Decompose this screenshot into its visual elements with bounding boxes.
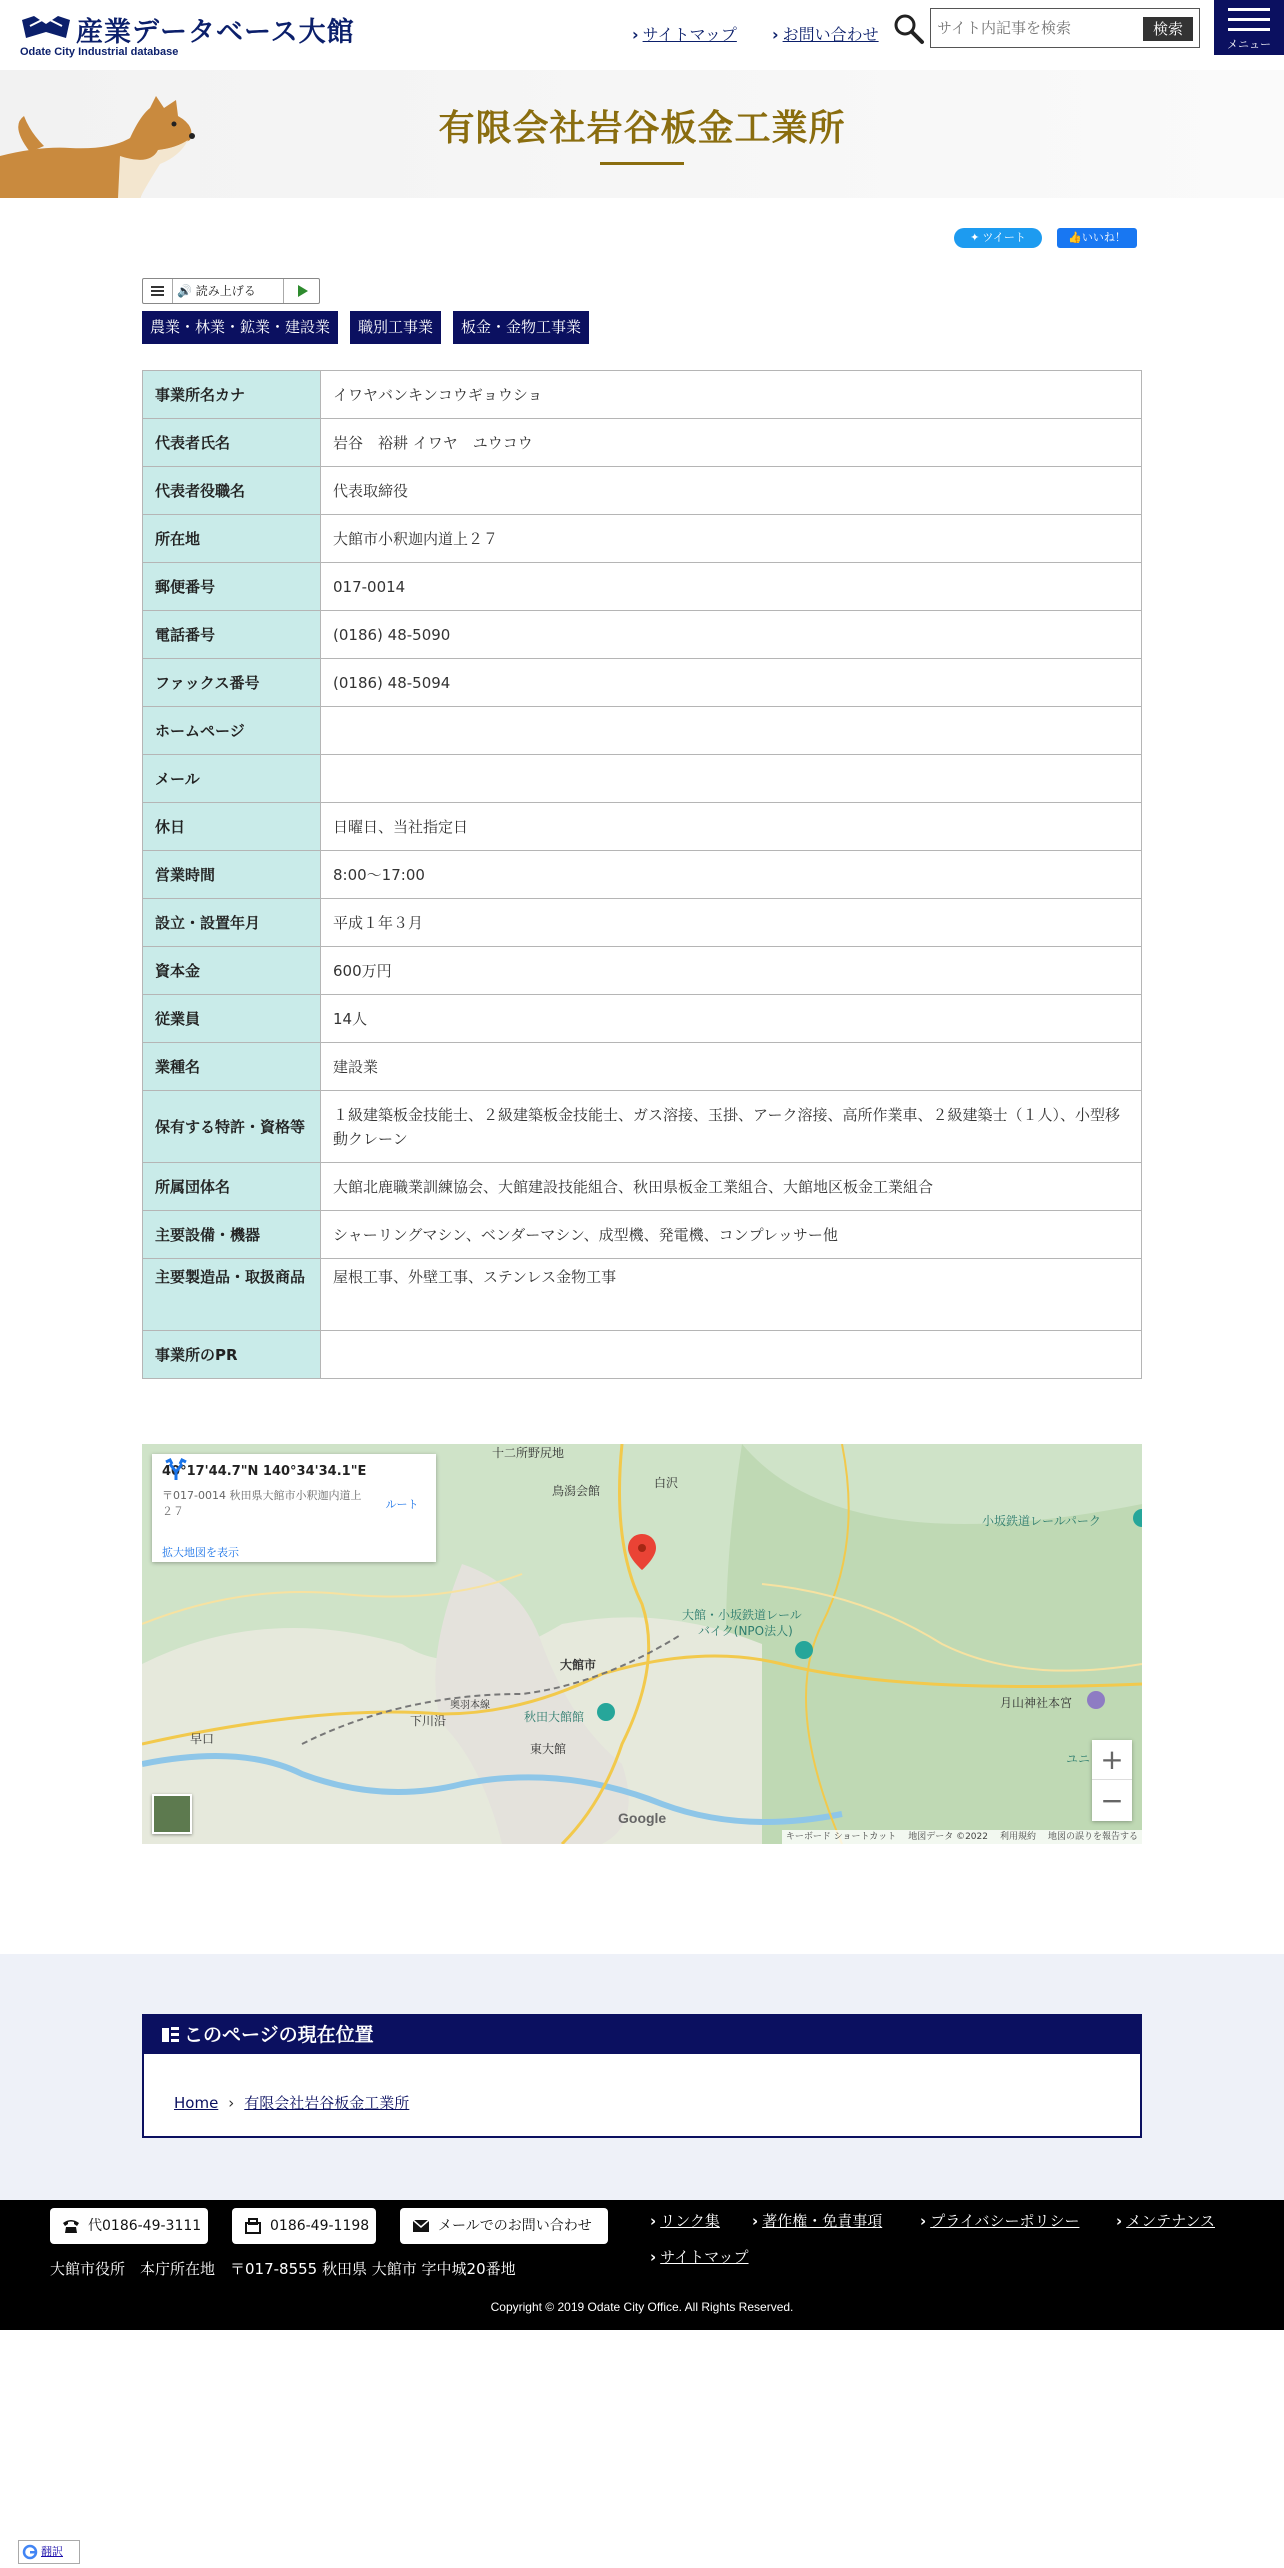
zoom-in-button[interactable]: + bbox=[1092, 1740, 1132, 1780]
breadcrumb-current-link[interactable]: 有限会社岩谷板金工業所 bbox=[244, 2094, 410, 2112]
google-g-icon bbox=[22, 2544, 38, 2560]
site-footer bbox=[0, 2200, 1284, 2330]
company-info-table bbox=[142, 370, 1142, 1379]
enlarge-map-link[interactable]: 拡大地図を表示 bbox=[162, 1546, 239, 1559]
map-label: 東大館 bbox=[530, 1742, 567, 1756]
zoom-controls bbox=[1092, 1740, 1132, 1821]
map-label: 十二所野尻地 bbox=[492, 1446, 565, 1460]
info-label: 設立・設置年月 bbox=[143, 899, 321, 947]
page-title: 有限会社岩谷板金工業所 bbox=[438, 108, 846, 149]
map-label: 月山神社本宮 bbox=[1000, 1696, 1073, 1710]
info-value bbox=[321, 1331, 1142, 1379]
location-tree-icon bbox=[162, 2026, 180, 2044]
speaker-icon: 🔊 bbox=[177, 284, 196, 298]
info-label: 郵便番号 bbox=[143, 563, 321, 611]
logo-emblem-icon bbox=[20, 12, 72, 42]
site-header bbox=[0, 0, 1284, 70]
map-label: 大館・小坂鉄道レール bbox=[682, 1608, 802, 1622]
mail-icon bbox=[412, 2218, 430, 2234]
info-row bbox=[143, 371, 1142, 419]
info-row bbox=[143, 947, 1142, 995]
info-label: 事業所のPR bbox=[143, 1331, 321, 1379]
info-value: イワヤバンキンコウギョウショ bbox=[321, 371, 1142, 419]
title-underline bbox=[600, 162, 684, 165]
terms-link[interactable]: 利用規約 bbox=[999, 1832, 1036, 1842]
directions-icon[interactable] bbox=[152, 1454, 200, 1498]
fax-icon bbox=[244, 2218, 262, 2234]
info-value: (0186) 48-5094 bbox=[321, 659, 1142, 707]
footer-link-links[interactable]: › リンク集 bbox=[650, 2210, 720, 2231]
info-value: 017-0014 bbox=[321, 563, 1142, 611]
twitter-icon: ✦ bbox=[970, 232, 983, 244]
breadcrumb-section bbox=[0, 1954, 1284, 2200]
map-coordinates: 40°17'44.7"N 140°34'34.1"E bbox=[162, 1464, 367, 1479]
footer-link-maintenance[interactable]: › メンテナンス bbox=[1116, 2210, 1215, 2231]
search-input[interactable] bbox=[937, 15, 1127, 41]
title-banner bbox=[0, 70, 1284, 198]
footer-mail-button[interactable] bbox=[400, 2208, 608, 2244]
info-label: 休日 bbox=[143, 803, 321, 851]
info-row bbox=[143, 1211, 1142, 1259]
search-icon[interactable] bbox=[892, 12, 926, 46]
report-error-link[interactable]: 地図の誤りを報告する bbox=[1047, 1832, 1138, 1842]
map-address: 〒017-0014 秋田県大館市小釈迦内道上２７ bbox=[162, 1489, 362, 1518]
map-label: 大館市 bbox=[560, 1658, 597, 1672]
reader-menu-icon bbox=[151, 286, 164, 288]
footer-link-privacy[interactable]: › プライバシーポリシー bbox=[920, 2210, 1079, 2231]
tag-sheet-metal[interactable]: 板金・金物工事業 bbox=[453, 311, 589, 344]
info-label: 代表者氏名 bbox=[143, 419, 321, 467]
satellite-toggle[interactable] bbox=[152, 1794, 192, 1834]
logo-subtitle: Odate City Industrial database bbox=[20, 46, 179, 58]
info-row bbox=[143, 755, 1142, 803]
translate-label: 翻訳 bbox=[41, 2545, 63, 2558]
info-value: (0186) 48-5090 bbox=[321, 611, 1142, 659]
info-value bbox=[321, 707, 1142, 755]
breadcrumb-home-link[interactable]: Home bbox=[174, 2094, 219, 2112]
info-row bbox=[143, 419, 1142, 467]
map-label: 下川沿 bbox=[410, 1714, 447, 1728]
hamburger-icon bbox=[1228, 8, 1270, 11]
info-row bbox=[143, 659, 1142, 707]
info-row bbox=[143, 611, 1142, 659]
google-map[interactable] bbox=[142, 1444, 1142, 1844]
info-label: 資本金 bbox=[143, 947, 321, 995]
google-translate-button[interactable] bbox=[18, 2540, 80, 2564]
map-info-card bbox=[152, 1454, 436, 1562]
info-label: 電話番号 bbox=[143, 611, 321, 659]
menu-button[interactable] bbox=[1214, 0, 1284, 55]
info-value bbox=[321, 755, 1142, 803]
info-value: 代表取締役 bbox=[321, 467, 1142, 515]
footer-mail-label: メールでのお問い合わせ bbox=[438, 2218, 592, 2234]
info-label: ファックス番号 bbox=[143, 659, 321, 707]
tag-agriculture-construction[interactable]: 農業・林業・鉱業・建設業 bbox=[142, 311, 338, 344]
breadcrumb-box bbox=[142, 2014, 1142, 2138]
sitemap-link[interactable]: › サイトマップ bbox=[632, 22, 737, 45]
keyboard-shortcuts-link[interactable]: キーボード ショートカット bbox=[785, 1832, 897, 1842]
footer-tel-button[interactable] bbox=[50, 2208, 208, 2244]
info-row bbox=[143, 1043, 1142, 1091]
chevron-right-icon: › bbox=[228, 2094, 235, 2112]
info-row bbox=[143, 1259, 1142, 1331]
info-row bbox=[143, 467, 1142, 515]
read-aloud-widget bbox=[142, 278, 320, 304]
contact-link[interactable]: › お問い合わせ bbox=[772, 22, 879, 45]
info-row bbox=[143, 1163, 1142, 1211]
map-label: 白沢 bbox=[654, 1476, 679, 1490]
info-label: 営業時間 bbox=[143, 851, 321, 899]
thumbs-up-icon: 👍 bbox=[1068, 232, 1082, 244]
info-label: 保有する特許・資格等 bbox=[143, 1091, 321, 1163]
info-value: 屋根工事、外壁工事、ステンレス金物工事 bbox=[321, 1259, 1142, 1331]
breadcrumb-heading-text: このページの現在位置 bbox=[184, 2024, 374, 2046]
info-label: 所属団体名 bbox=[143, 1163, 321, 1211]
breadcrumb-heading bbox=[144, 2016, 1140, 2054]
info-row bbox=[143, 995, 1142, 1043]
info-row bbox=[143, 899, 1142, 947]
map-label: バイク(NPO法人) bbox=[698, 1624, 793, 1638]
info-label: 業種名 bbox=[143, 1043, 321, 1091]
info-label: 所在地 bbox=[143, 515, 321, 563]
route-label[interactable]: ルート bbox=[385, 1498, 419, 1511]
info-label: 代表者役職名 bbox=[143, 467, 321, 515]
search-button[interactable]: 検索 bbox=[1143, 17, 1193, 41]
info-label: ホームページ bbox=[143, 707, 321, 755]
reader-menu-button[interactable] bbox=[143, 279, 173, 303]
breadcrumb bbox=[174, 2092, 409, 2113]
info-row bbox=[143, 707, 1142, 755]
footer-link-copyright[interactable]: › 著作権・免責事項 bbox=[752, 2210, 882, 2231]
info-value: 600万円 bbox=[321, 947, 1142, 995]
map-label: ユニ bbox=[1066, 1752, 1091, 1766]
tag-specialty-construction[interactable]: 職別工事業 bbox=[350, 311, 441, 344]
map-label: 早口 bbox=[190, 1732, 215, 1746]
menu-label: メニュー bbox=[1227, 38, 1271, 51]
facebook-like-button[interactable] bbox=[1057, 228, 1137, 248]
logo-title: 産業データベース大館 bbox=[76, 17, 355, 48]
site-logo[interactable] bbox=[20, 10, 355, 60]
map-label: 鳥潟会館 bbox=[552, 1484, 601, 1498]
footer-address: 大館市役所 本庁所在地 〒017-8555 秋田県 大館市 字中城20番地 bbox=[50, 2260, 516, 2278]
like-label: いいね！ bbox=[1081, 232, 1126, 244]
info-value: 8:00〜17:00 bbox=[321, 851, 1142, 899]
read-aloud-button[interactable] bbox=[177, 279, 256, 303]
category-tags bbox=[142, 311, 589, 344]
map-label: 小坂鉄道レールパーク bbox=[982, 1514, 1101, 1528]
map-label: 秋田大館館 bbox=[524, 1710, 585, 1724]
info-label: 従業員 bbox=[143, 995, 321, 1043]
info-row bbox=[143, 803, 1142, 851]
tweet-button[interactable] bbox=[954, 228, 1042, 248]
info-value: 建設業 bbox=[321, 1043, 1142, 1091]
info-row bbox=[143, 1331, 1142, 1379]
info-label: 事業所名カナ bbox=[143, 371, 321, 419]
copyright: Copyright © 2019 Odate City Office. All Rights Reserved. bbox=[490, 2300, 794, 2314]
read-aloud-label: 読み上げる bbox=[195, 284, 256, 298]
footer-tel-label: 代0186-49-3111 bbox=[88, 2218, 202, 2234]
info-row bbox=[143, 563, 1142, 611]
search-box bbox=[930, 8, 1200, 48]
map-data-credit: 地図データ ©2022 bbox=[908, 1832, 988, 1842]
info-row bbox=[143, 851, 1142, 899]
info-value: シャーリングマシン、ベンダーマシン、成型機、発電機、コンプレッサー他 bbox=[321, 1211, 1142, 1259]
zoom-out-button[interactable]: − bbox=[1100, 1784, 1124, 1817]
google-logo: Google bbox=[618, 1810, 667, 1826]
info-label: 主要製造品・取扱商品 bbox=[143, 1259, 321, 1331]
play-icon[interactable] bbox=[283, 279, 319, 303]
info-value: 大館北鹿職業訓練協会、大館建設技能組合、秋田県板金工業組合、大館地区板金工業組合 bbox=[321, 1163, 1142, 1211]
info-value: 大館市小釈迦内道上２７ bbox=[321, 515, 1142, 563]
tweet-label: ツイート bbox=[982, 232, 1026, 244]
info-value: 14人 bbox=[321, 995, 1142, 1043]
info-label: メール bbox=[143, 755, 321, 803]
footer-link-sitemap[interactable]: › サイトマップ bbox=[650, 2246, 749, 2267]
map-label: 奥羽本線 bbox=[450, 1700, 490, 1711]
map-footer bbox=[782, 1830, 1142, 1844]
info-value: １級建築板金技能士、２級建築板金技能士、ガス溶接、玉掛、アーク溶接、高所作業車、２級建築士（１人）、小型移動クレーン bbox=[321, 1091, 1142, 1163]
info-value: 平成１年３月 bbox=[321, 899, 1142, 947]
info-row bbox=[143, 515, 1142, 563]
phone-icon bbox=[62, 2218, 80, 2234]
info-row bbox=[143, 1091, 1142, 1163]
info-label: 主要設備・機器 bbox=[143, 1211, 321, 1259]
info-value: 岩谷 裕耕 イワヤ ユウコウ bbox=[321, 419, 1142, 467]
footer-fax-label: 0186-49-1198 bbox=[270, 2218, 370, 2234]
info-value: 日曜日、当社指定日 bbox=[321, 803, 1142, 851]
footer-fax-button[interactable] bbox=[232, 2208, 376, 2244]
